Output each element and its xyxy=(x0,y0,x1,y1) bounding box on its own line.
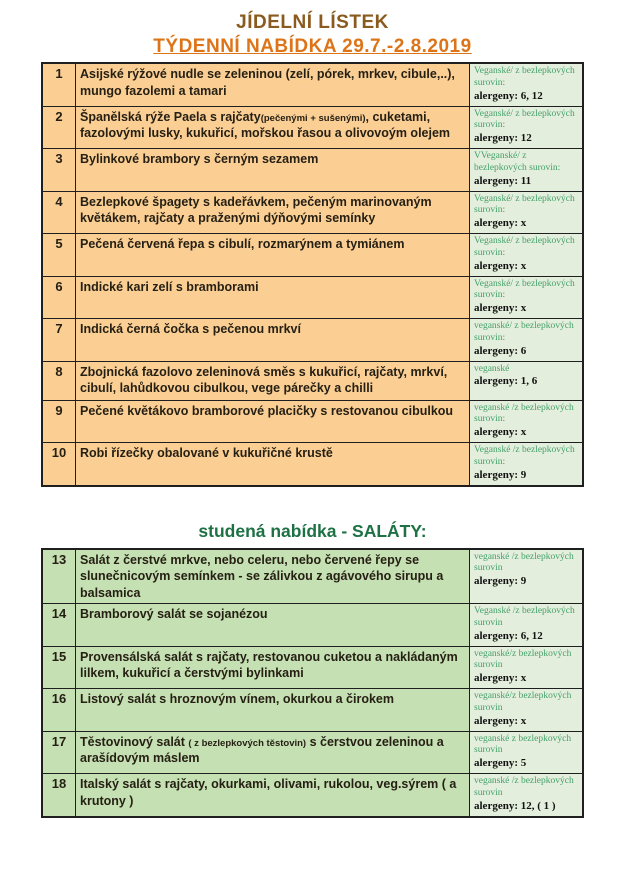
allergens-label: alergeny: x xyxy=(474,302,527,315)
dish-description-text: , cuketami, fazolovými lusky, kukuřicí, mořskou řasou a olivovoým olejem xyxy=(80,109,451,141)
vegan-label: Veganské/ z bezlepkových surovin: xyxy=(474,193,575,216)
dish-description xyxy=(76,149,470,192)
vegan-label: veganské/z bezlepkových surovin xyxy=(474,691,572,713)
dish-description xyxy=(76,319,470,362)
row-number: 3 xyxy=(42,149,76,192)
menu-row xyxy=(42,774,583,817)
dish-description xyxy=(76,646,470,689)
dish-description xyxy=(76,234,470,277)
dish-description-text: Robi řízečky obalované v kukuřičné krustě xyxy=(80,446,333,460)
vegan-label: Veganské/ z bezlepkových surovin: xyxy=(474,236,575,258)
dish-description-text: Bezlepkové špagety s kadeřávkem, pečeným marinovaným květákem, rajčaty a praženými dýňovými semínky xyxy=(80,194,432,225)
menu-row xyxy=(42,646,583,689)
allergens-label: alergeny: 5 xyxy=(474,757,527,770)
dish-description xyxy=(76,443,470,486)
allergens-label: alergeny: 11 xyxy=(474,174,532,187)
menu-row xyxy=(42,549,583,604)
allergens-label: alergeny: 6, 12 xyxy=(474,89,543,102)
dish-description-text: Provensálská salát s rajčaty, restovanou cuketou a nakládaným lilkem, kukuřicí a čerstvými bylinkami xyxy=(80,649,458,680)
vegan-label: veganské/z bezlepkových surovin xyxy=(474,648,572,671)
row-number: 5 xyxy=(42,234,76,277)
vegan-label: veganské /z bezlepkových surovin xyxy=(474,551,574,574)
row-number: 14 xyxy=(42,604,76,647)
row-number: 13 xyxy=(42,549,76,604)
vegan-label: Veganské/ z bezlepkových surovin: xyxy=(474,108,575,131)
diet-info-cell xyxy=(470,191,584,234)
diet-info-cell xyxy=(470,319,584,362)
menu-row xyxy=(42,234,583,277)
dish-description-note: ( z bezlepkových těstovin) xyxy=(188,737,307,749)
salads-menu-table xyxy=(41,548,584,818)
diet-info-cell xyxy=(470,361,584,400)
diet-info-cell xyxy=(470,400,584,443)
dish-description-text: s čerstvou zeleninou a arašídovým máslem xyxy=(80,734,444,766)
dish-description xyxy=(76,689,470,732)
allergens-label: alergeny: x xyxy=(474,217,527,230)
dish-description-text: Španělská rýže Paela s rajčaty xyxy=(80,109,261,124)
menu-row xyxy=(42,63,583,106)
dish-description-text: Indické kari zelí s bramborami xyxy=(80,279,259,294)
dish-description xyxy=(76,400,470,443)
row-number: 9 xyxy=(42,400,76,443)
row-number: 18 xyxy=(42,774,76,817)
dish-description-text: Bylinkové brambory s černým sezamem xyxy=(80,152,319,166)
allergens-label: alergeny: 12 xyxy=(474,132,532,145)
dish-description xyxy=(76,276,470,319)
diet-info-cell xyxy=(470,443,584,486)
vegan-label: Veganské /z bezlepkových surovin xyxy=(474,606,575,628)
dish-description-text: Listový salát s hroznovým vínem, okurkou a čirokem xyxy=(80,692,394,706)
dish-description-text: Indická černá čočka s pečenou mrkví xyxy=(80,322,301,336)
row-number: 8 xyxy=(42,361,76,400)
row-number: 17 xyxy=(42,731,76,774)
diet-info-cell xyxy=(470,604,584,647)
weekly-menu-table xyxy=(41,62,584,487)
vegan-label: veganské xyxy=(474,363,510,374)
row-number: 1 xyxy=(42,63,76,106)
menu-row xyxy=(42,731,583,774)
row-number: 6 xyxy=(42,276,76,319)
salads-section-title: studená nabídka - SALÁTY: xyxy=(198,520,427,541)
row-number: 4 xyxy=(42,191,76,234)
diet-info-cell xyxy=(470,549,584,604)
diet-info-cell xyxy=(470,731,584,774)
dish-description-text: Italský salát s rajčaty, okurkami, olivami, rukolou, veg.sýrem ( a krutony ) xyxy=(80,777,457,808)
menu-row xyxy=(42,319,583,362)
dish-description-note: (pečenými + sušenými) xyxy=(260,112,366,124)
menu-row xyxy=(42,400,583,443)
allergens-label: alergeny: 6 xyxy=(474,344,527,357)
allergens-label: alergeny: 6, 12 xyxy=(474,629,543,642)
page-subtitle: TÝDENNÍ NABÍDKA 29.7.-2.8.2019 xyxy=(153,36,472,57)
menu-row xyxy=(42,443,583,486)
dish-description xyxy=(76,63,470,106)
vegan-label: Veganské/ z bezlepkových surovin: xyxy=(474,66,575,88)
allergens-label: alergeny: 9 xyxy=(474,575,527,588)
allergens-label: alergeny: 12, ( 1 ) xyxy=(474,799,556,812)
vegan-label: Veganské/ z bezlepkových surovin: xyxy=(474,278,575,301)
allergens-label: alergeny: x xyxy=(474,714,527,727)
diet-info-cell xyxy=(470,276,584,319)
vegan-label: veganské /z bezlepkových surovin xyxy=(474,776,574,798)
allergens-label: alergeny: 9 xyxy=(474,468,527,481)
diet-info-cell xyxy=(470,774,584,817)
dish-description xyxy=(76,731,470,774)
menu-row xyxy=(42,689,583,732)
diet-info-cell xyxy=(470,646,584,689)
dish-description-text: Salát z čerstvé mrkve, nebo celeru, nebo červené řepy se slunečnicovým semínkem - se zálivkou z agávového sirupu a balsamica xyxy=(80,552,444,600)
dish-description-text: Těstovinový salát xyxy=(80,734,189,749)
menu-row xyxy=(42,149,583,192)
page-title: JÍDELNÍ LÍSTEK xyxy=(236,12,389,33)
dish-description xyxy=(76,191,470,234)
row-number: 15 xyxy=(42,646,76,689)
dish-description-text: Pečená červená řepa s cibulí, rozmarýnem a tymiánem xyxy=(80,237,405,251)
row-number: 7 xyxy=(42,319,76,362)
diet-info-cell xyxy=(470,689,584,732)
menu-row xyxy=(42,361,583,400)
dish-description xyxy=(76,361,470,400)
dish-description-text: Zbojnická fazolovo zeleninová směs s kukuřicí, rajčaty, mrkví, cibulí, lahůdkovou cibulkou, vege párečky a chilli xyxy=(80,364,448,395)
allergens-label: alergeny: x xyxy=(474,426,527,439)
vegan-label: VVeganské/ z bezlepkových surovin: xyxy=(474,151,561,173)
row-number: 10 xyxy=(42,443,76,486)
dish-description-text: Pečené květákovo bramborové placičky s restovanou cibulkou xyxy=(80,403,454,418)
vegan-label: Veganské /z bezlepkových surovin: xyxy=(474,445,575,467)
row-number: 2 xyxy=(42,106,76,149)
diet-info-cell xyxy=(470,63,584,106)
vegan-label: veganské z bezlepkových surovin xyxy=(474,733,572,756)
dish-description xyxy=(76,549,470,604)
menu-row xyxy=(42,191,583,234)
vegan-label: veganské/ z bezlepkových surovin: xyxy=(474,321,574,343)
allergens-label: alergeny: 1, 6 xyxy=(474,375,538,388)
dish-description-text: Bramborový salát se sojanézou xyxy=(80,607,268,621)
dish-description xyxy=(76,604,470,647)
menu-row xyxy=(42,106,583,149)
diet-info-cell xyxy=(470,234,584,277)
diet-info-cell xyxy=(470,149,584,192)
vegan-label: veganské /z bezlepkových surovin: xyxy=(474,402,574,425)
menu-row xyxy=(42,276,583,319)
menu-row xyxy=(42,604,583,647)
dish-description xyxy=(76,106,470,149)
dish-description-text: Asijské rýžové nudle se zeleninou (zelí, pórek, mrkev, cibule,..), mungo fazolemi a tamari xyxy=(80,67,455,98)
allergens-label: alergeny: x xyxy=(474,672,527,685)
dish-description xyxy=(76,774,470,817)
row-number: 16 xyxy=(42,689,76,732)
diet-info-cell xyxy=(470,106,584,149)
allergens-label: alergeny: x xyxy=(474,259,527,272)
